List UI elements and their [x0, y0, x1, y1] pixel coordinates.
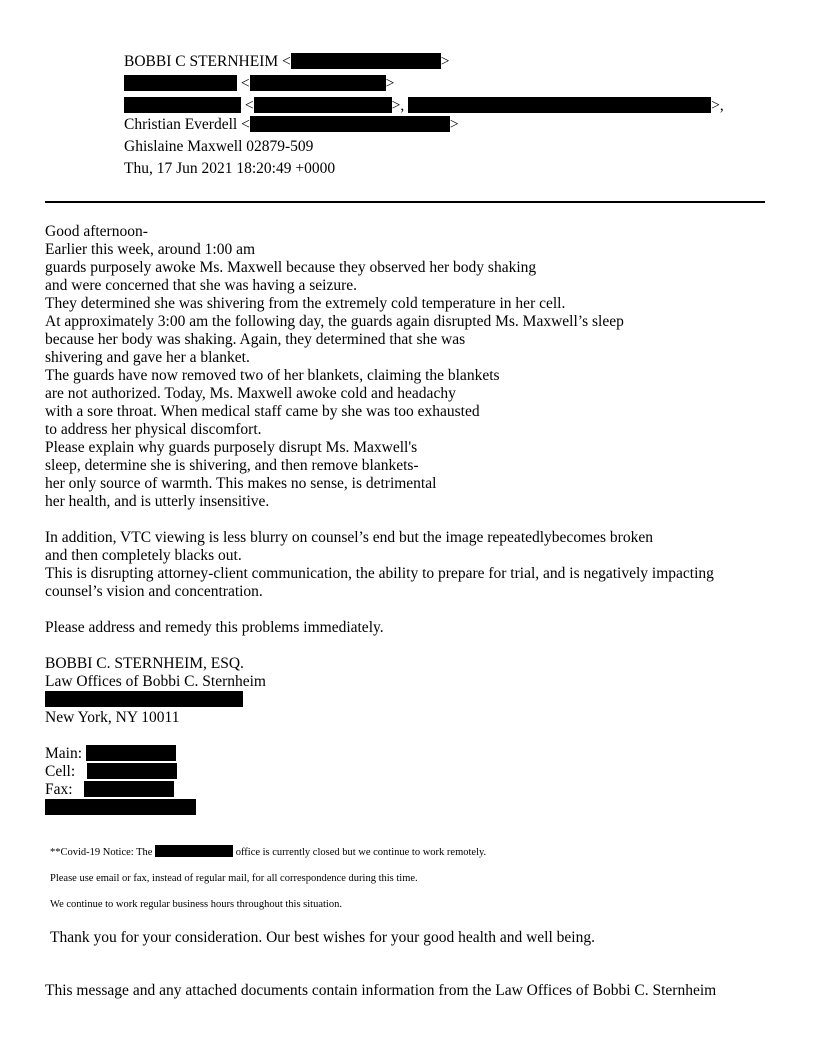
signature-name: BOBBI C. STERNHEIM, ESQ. [45, 655, 244, 672]
message-body [45, 223, 785, 817]
signature-fax [45, 781, 785, 799]
body-line: and then completely blacks out. [45, 547, 242, 564]
body-line: guards purposely awoke Ms. Maxwell because they observed her body shaking [45, 259, 537, 276]
header-divider [45, 201, 765, 203]
covid-prefix: **Covid-19 Notice: The [50, 847, 153, 858]
body-line: Please explain why guards purposely disrupt Ms. Maxwell's [45, 439, 418, 456]
cc-value: < >, >, [124, 97, 724, 115]
redaction-bar [291, 53, 441, 69]
body-line: shivering and gave her a blanket. [45, 349, 250, 366]
email-fax-notice: Please use email or fax, instead of regular mail, for all correspondence during this time. [50, 873, 418, 884]
redaction-bar [408, 97, 711, 113]
body-line: because her body was shaking. Again, they determined that she was [45, 331, 466, 348]
body-line: and were concerned that she was having a seizure. [45, 277, 358, 294]
to-value: < > [124, 75, 394, 93]
signature-main [45, 745, 785, 763]
body-line: with a sore throat. When medical staff came by she was too exhausted [45, 403, 480, 420]
body-line: At approximately 3:00 am the following day, the guards again disrupted Ms. Maxwell’s sleep [45, 313, 624, 330]
subject-value: Ghislaine Maxwell 02879-509 [124, 138, 314, 155]
body-line: are not authorized. Today, Ms. Maxwell awoke cold and headachy [45, 385, 456, 402]
covid-notice [50, 845, 486, 860]
body-line: her health, and is utterly insensitive. [45, 493, 270, 510]
body-line: Please address and remedy this problems immediately. [45, 619, 384, 636]
signature-city: New York, NY 10011 [45, 709, 180, 726]
body-line: her only source of warmth. This makes no sense, is detrimental [45, 475, 437, 492]
signature-extra [45, 799, 785, 817]
redaction-bar [84, 781, 174, 797]
redaction-bar [86, 745, 176, 761]
redaction-bar [155, 845, 233, 857]
covid-suffix: office is currently closed but we continue to work remotely. [235, 847, 487, 858]
business-hours-notice: We continue to work regular business hours throughout this situation. [50, 899, 342, 910]
paragraph-gap [45, 637, 785, 655]
paragraph-gap [45, 727, 785, 745]
redaction-bar [45, 691, 243, 707]
date-value: Thu, 17 Jun 2021 18:20:49 +0000 [124, 160, 336, 177]
from-value: BOBBI C STERNHEIM < > [124, 53, 450, 70]
paragraph-gap [45, 601, 785, 619]
signature-address [45, 691, 785, 709]
redaction-bar [250, 116, 450, 132]
body-line: Good afternoon- [45, 223, 148, 240]
fax-label: Fax: [45, 781, 73, 798]
redaction-bar [87, 763, 177, 779]
thanks-message: Thank you for your consideration. Our best wishes for your good health and well being. [50, 929, 595, 946]
cell-label: Cell: [45, 763, 76, 780]
body-line: In addition, VTC viewing is less blurry on counsel’s end but the image repeatedlybecomes broken [45, 529, 653, 546]
body-line: This is disrupting attorney-client communication, the ability to prepare for trial, and is negatively impacting [45, 565, 714, 582]
paragraph-gap [45, 511, 785, 529]
redaction-bar [124, 97, 241, 113]
body-line: They determined she was shivering from the extremely cold temperature in her cell. [45, 295, 566, 312]
body-line: to address her physical discomfort. [45, 421, 262, 438]
redaction-bar [250, 75, 386, 91]
redaction-bar [124, 75, 237, 91]
main-label: Main: [45, 745, 83, 762]
cc-name: Christian Everdell [124, 116, 238, 133]
redaction-bar [45, 799, 196, 815]
body-line: Earlier this week, around 1:00 am [45, 241, 256, 258]
signature-cell [45, 763, 785, 781]
body-line: The guards have now removed two of her blankets, claiming the blankets [45, 367, 500, 384]
body-line: sleep, determine she is shivering, and then remove blankets- [45, 457, 419, 474]
signature-firm: Law Offices of Bobbi C. Sternheim [45, 673, 266, 690]
body-line: counsel’s vision and concentration. [45, 583, 263, 600]
confidentiality-footer: This message and any attached documents contain information from the Law Offices of Bobbi C. Sternheim [45, 982, 717, 999]
redaction-bar [254, 97, 392, 113]
cc-value-2: Christian Everdell < > [124, 116, 459, 133]
from-name: BOBBI C STERNHEIM [124, 53, 279, 70]
